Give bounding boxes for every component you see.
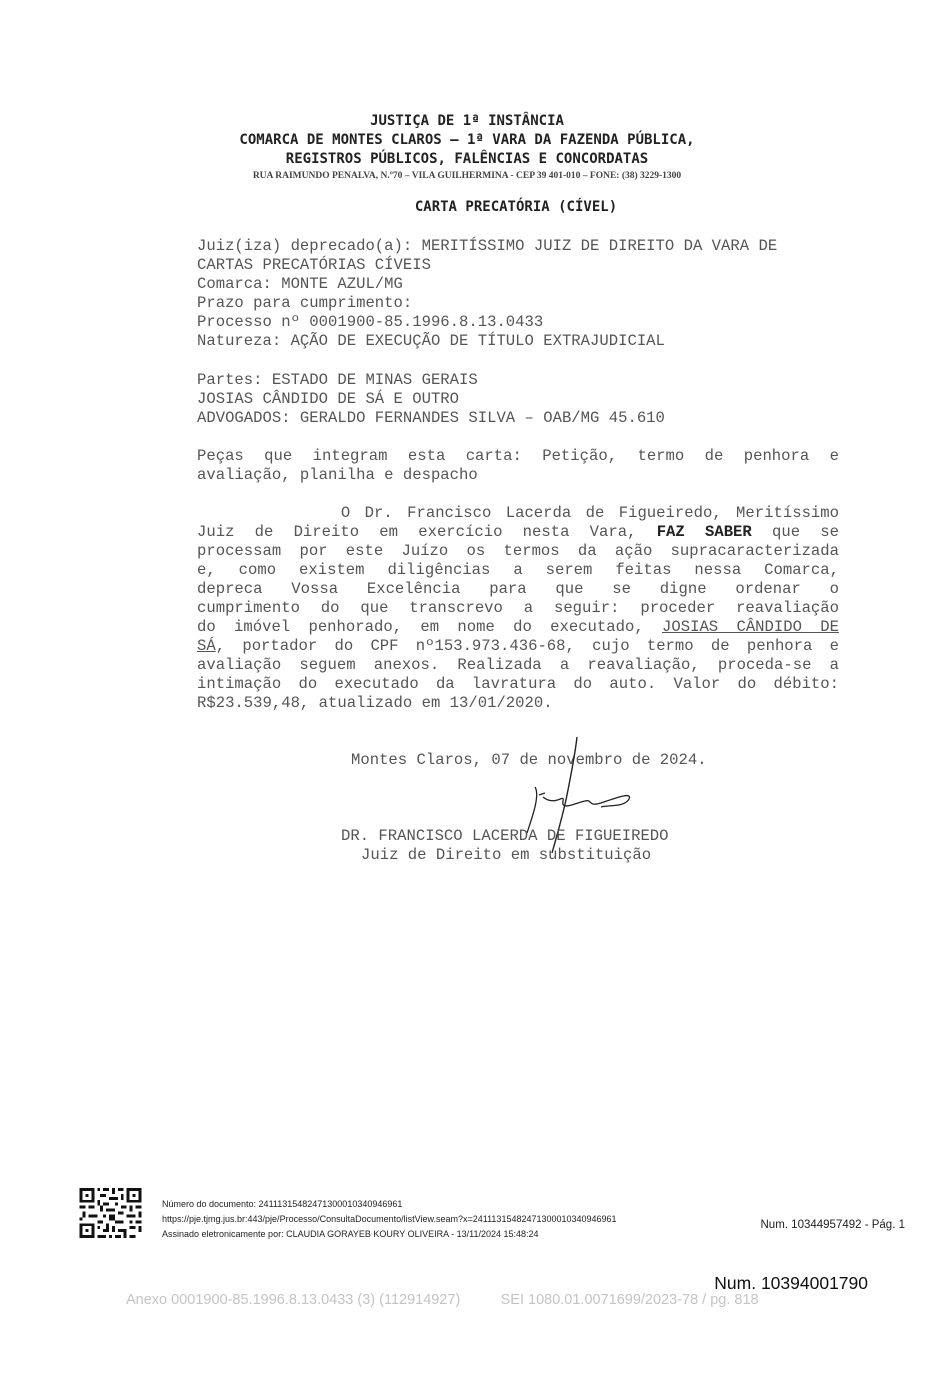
body-line: SÁ, portador do CPF nº153.973.436-68, cujo termo de penhora e [197,637,839,655]
document-url[interactable]: https://pje.tjmg.jus.br:443/pje/Processo/ConsultaDocumento/listView.seam?x=24111315482471300010340946961 [162,1214,617,1224]
footer-metadata [162,1197,617,1242]
qr-code-icon [79,1188,142,1238]
document-number: Número do documento: 24111315482471300010340946961 [162,1199,403,1209]
document-title: CARTA PRECATÓRIA (CÍVEL) [414,199,618,215]
executado-name-cont: SÁ [197,637,216,655]
body-line: cumprimento do que transcrevo a seguir: proceder reavaliação [197,599,839,617]
date-line: Montes Claros, 07 de novembro de 2024. [351,751,707,769]
info-block [197,237,839,351]
processo: Processo nº 0001900-85.1996.8.13.0433 [197,313,544,331]
juiz-deprecado: Juiz(iza) deprecado(a): MERITÍSSIMO JUIZ DE DIREITO DA VARA DE [197,237,778,255]
body-line: processam por este Juízo os termos da ação supracaracterizada [197,542,839,560]
court-specialty: REGISTROS PÚBLICOS, FALÊNCIAS E CONCORDATAS [285,151,649,167]
body-line: avaliação seguem anexos. Realizada a reavaliação, proceda-se a [197,656,839,674]
signed-by: Assinado eletronicamente por: CLAUDIA GORAYEB KOURY OLIVEIRA - 13/11/2024 15:48:24 [162,1229,539,1239]
body-line: do imóvel penhorado, em nome do executado, JOSIAS CÂNDIDO DE [197,618,839,636]
body-line: R$23.539,48, atualizado em 13/01/2020. [197,694,553,712]
body-line: e, como existem diligências a serem feitas nessa Comarca, [197,561,839,579]
advogados: ADVOGADOS: GERALDO FERNANDES SILVA – OAB/MG 45.610 [197,409,665,427]
pecas-line: Peças que integram esta carta: Petição, termo de penhora e [197,447,839,465]
document-id: Num. 10394001790 [714,1273,868,1293]
faz-saber: FAZ SABER [656,523,752,541]
page-number: Num. 10344957492 - Pág. 1 [760,1219,905,1231]
pecas-block [197,447,839,485]
prazo: Prazo para cumprimento: [197,294,413,312]
body-paragraph [197,504,839,713]
partes-cont: JOSIAS CÂNDIDO DE SÁ E OUTRO [197,390,460,408]
sei-label: SEI 1080.01.0071699/2023-78 / pg. 818 [500,1292,759,1308]
body-line: depreca Vossa Excelência para que se digne ordenar o [197,580,839,598]
body-line: Juiz de Direito em exercício nesta Vara, FAZ SABER que se [197,523,839,541]
annex-stamp [126,1292,759,1308]
body-line: O Dr. Francisco Lacerda de Figueiredo, Meritíssimo [197,504,839,522]
document-header [0,112,934,181]
natureza: Natureza: AÇÃO DE EXECUÇÃO DE TÍTULO EXTRAJUDICIAL [197,332,665,350]
partes: Partes: ESTADO DE MINAS GERAIS [197,371,478,389]
pecas-line: avaliação, planilha e despacho [197,466,478,484]
signer-role: Juiz de Direito em substituição [361,846,652,864]
court-address: RUA RAIMUNDO PENALVA, N.º70 – VILA GUILHERMINA - CEP 39 401-010 – FONE: (38) 3229-1300 [252,171,682,181]
juiz-deprecado-cont: CARTAS PRECATÓRIAS CÍVEIS [197,256,431,274]
comarca: Comarca: MONTE AZUL/MG [197,275,403,293]
court-title: JUSTIÇA DE 1ª INSTÂNCIA [370,113,564,129]
executado-name: JOSIAS CÂNDIDO DE [662,618,839,636]
body-line: intimação do executado da lavratura do auto. Valor do débito: [197,675,839,693]
signer-name: DR. FRANCISCO LACERDA DE FIGUEIREDO [341,827,669,845]
partes-block [197,371,839,428]
annex-label: Anexo 0001900-85.1996.8.13.0433 (3) (112914927) [126,1292,461,1308]
court-comarca: COMARCA DE MONTES CLAROS – 1ª VARA DA FAZENDA PÚBLICA, [239,132,695,148]
